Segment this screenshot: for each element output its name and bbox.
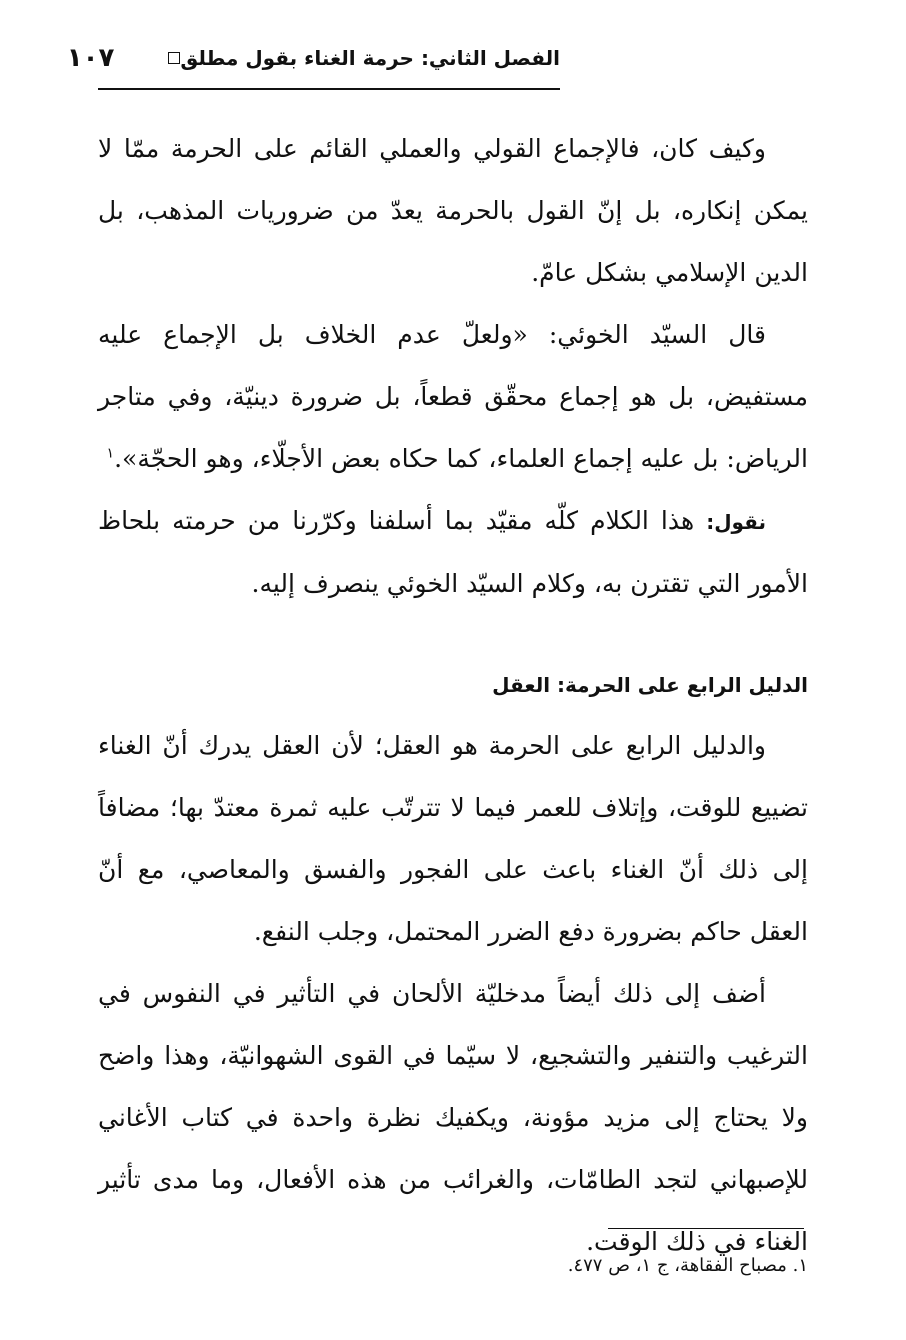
page-number: ١٠٧	[66, 43, 115, 73]
footnote: ١. مصباح الفقاهة، ج ١، ص ٤٧٧.	[567, 1255, 808, 1276]
paragraph-2	[98, 304, 808, 490]
footnote-reference[interactable]: ١	[106, 445, 115, 462]
paragraph-2-text: قال السيّد الخوئي: «ولعلّ عدم الخلاف بل الإجماع عليه مستفيض، بل هو إجماع محقّق قطعاً، بل ضرورة دينيّة، وفي متاجر الرياض: بل عليه إجماع العلماء، كما حكاه بعض الأجلّاء، وهو الحجّة».	[98, 320, 808, 473]
paragraph-3-lead: نقول:	[706, 510, 766, 534]
footnote-divider	[608, 1228, 804, 1229]
square-ornament-icon	[168, 52, 180, 64]
header-divider	[98, 88, 560, 90]
paragraph-1: وكيف كان، فالإجماع القولي والعملي القائم على الحرمة ممّا لا يمكن إنكاره، بل إنّ القول بالحرمة يعدّ من ضروريات المذهب، بل الدين الإسلامي بشكل عامّ.	[98, 134, 808, 287]
paragraph-3-text: هذا الكلام كلّه مقيّد بما أسلفنا وكرّرنا من حرمته بلحاظ الأمور التي تقترن به، وكلام السيّد الخوئي ينصرف إليه.	[98, 506, 808, 598]
section-heading: الدليل الرابع على الحرمة: العقل	[492, 673, 808, 697]
chapter-title: الفصل الثاني: حرمة الغناء بقول مطلق	[180, 46, 560, 70]
paragraph-4: والدليل الرابع على الحرمة هو العقل؛ لأن العقل يدرك أنّ الغناء تضييع للوقت، وإتلاف للعمر فيما لا تترتّب عليه ثمرة معتدّ بها؛ مضافاً إلى ذلك أنّ الغناء باعث على الفجور والفسق والمعاصي، مع أنّ العقل حاكم بضرورة دفع الضرر المحتمل، وجلب النفع.	[98, 731, 808, 946]
header-meta	[67, 43, 181, 73]
main-text	[98, 118, 808, 1273]
paragraph-5: أضف إلى ذلك أيضاً مدخليّة الألحان في التأثير في النفوس في الترغيب والتنفير والتشجيع، لا سيّما في القوى الشهوانيّة، وهذا واضح ولا يحتاج إلى مزيد مؤونة، ويكفيك نظرة واحدة في كتاب الأغاني للإصبهاني لتجد الطامّات، والغرائب من هذه الأفعال، وما مدى تأثير الغناء في ذلك الوقت.	[98, 979, 808, 1256]
running-header	[66, 34, 560, 82]
paragraph-3	[98, 490, 808, 615]
